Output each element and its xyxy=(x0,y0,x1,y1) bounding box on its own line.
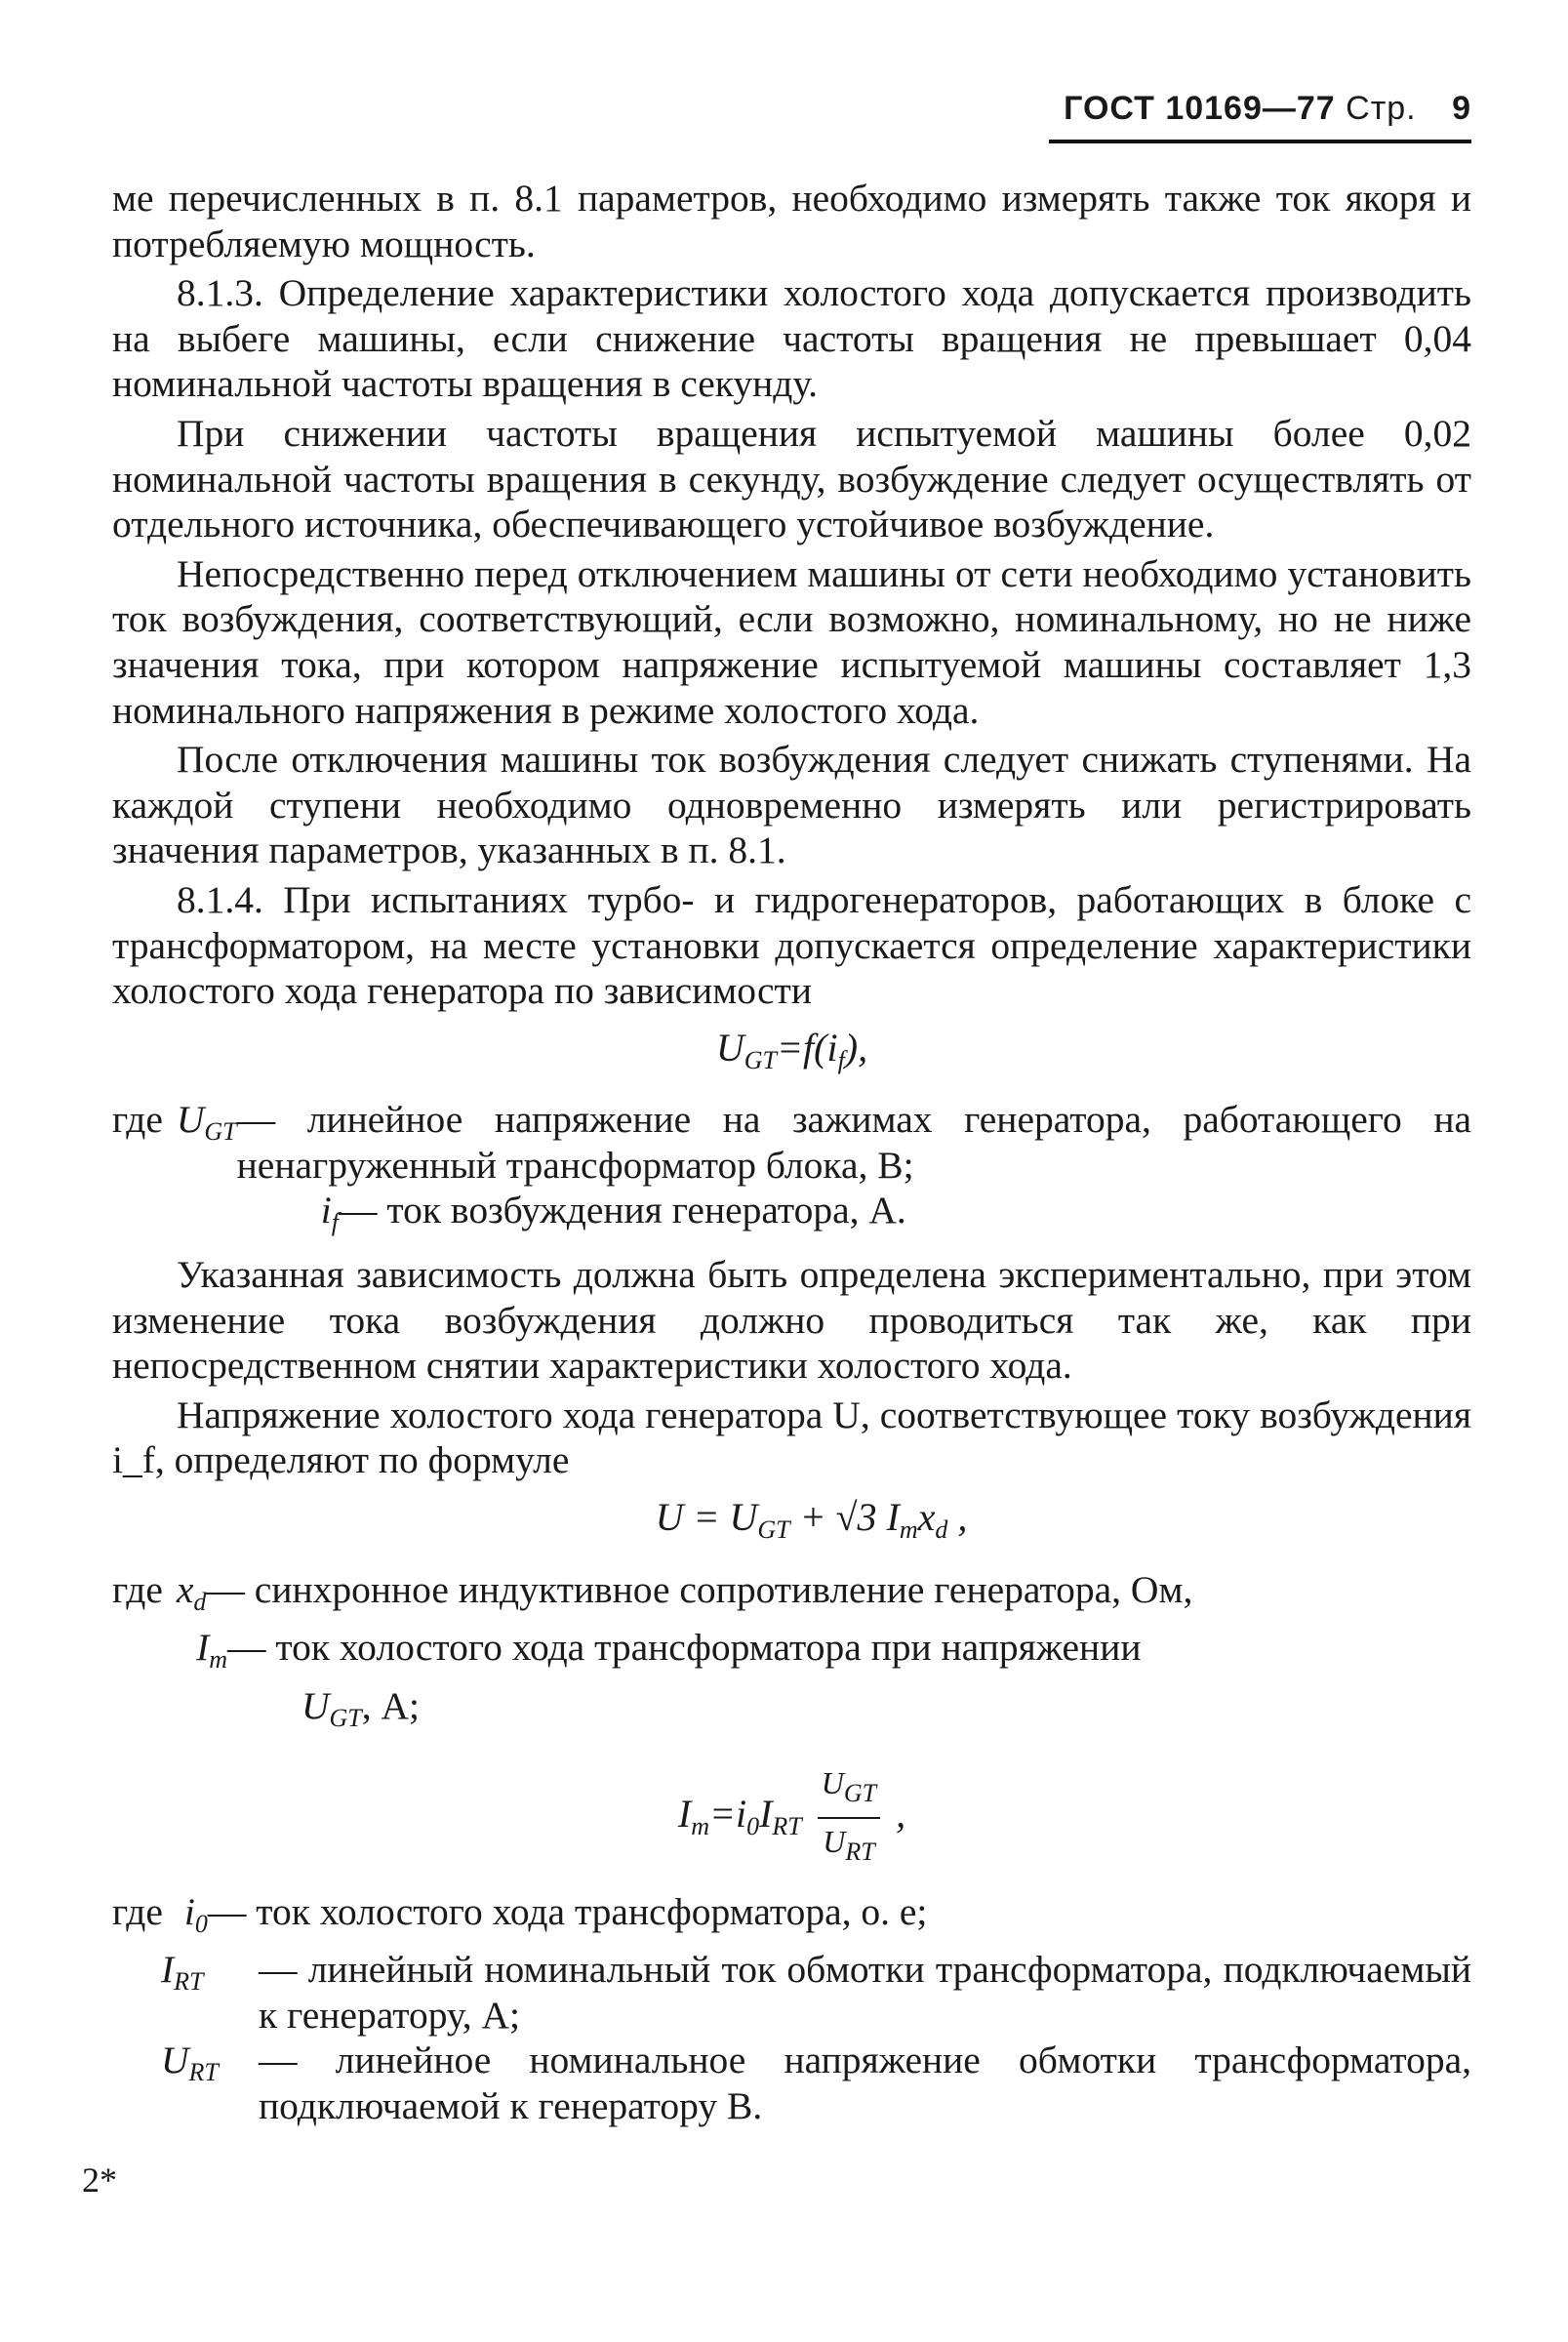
standard-number: ГОСТ 10169—77 xyxy=(1064,90,1336,127)
paragraph-5: После отключения машины ток возбуждения следует снижать ступенями. На каждой ступени необходимо одновременно измерять или регистрировать значения параметров, указанных в п. 8.1. xyxy=(112,738,1471,872)
paragraph-8-1-4: 8.1.4. При испытаниях турбо- и гидрогенераторов, работающих в блоке с трансформатором, на месте установки допускается определение характеристики холостого хода генератора по зависимости xyxy=(112,877,1471,1013)
definition-urt: $U_{RT}$ — линейное номинальное напряжение обмотки трансформатора, подключаемой к генератору В. xyxy=(161,2039,1471,2127)
page-header xyxy=(1049,90,1471,143)
definition-it-cont: $U_{GT}$ , А; xyxy=(302,1683,421,1732)
definition-ugt: где $U_{GT}$ — линейное напряжение на зажимах генератора, работающего на ненагруженный трансформатор блока, В; xyxy=(112,1098,1471,1187)
formula-it: $I_т=i_0I_{RT}$ $\frac{U_{GT}}{U_{RT}}$ , xyxy=(112,1760,1471,1875)
definitions-list-3 xyxy=(112,1889,1471,2129)
definition-xd: где $x_d$ — синхронное индуктивное сопротивление генератора, Ом, xyxy=(112,1567,1193,1616)
document-body xyxy=(112,176,1471,2135)
page-number: 9 xyxy=(1452,90,1471,127)
definition-if: $i_f$ — ток возбуждения генератора, А. xyxy=(320,1189,906,1237)
signature-mark: 2* xyxy=(82,2160,117,2200)
paragraph-8-1-3: 8.1.3. Определение характеристики холостого хода допускается производить на выбеге машины, если снижение частоты вращения не превышает 0,04 номинальной частоты вращения в секунду. xyxy=(112,271,1471,406)
page-word: Стр. xyxy=(1346,90,1417,127)
definitions-list-1 xyxy=(112,1097,1471,1246)
paragraph-4: Непосредственно перед отключением машины от сети необходимо установить ток возбуждения, соответствующий, если возможно, номинальному, но не ниже значения тока, при котором напряжение испытуемой машины составляет 1,3 номинального напряжения в режиме холостого хода. xyxy=(112,551,1471,732)
definition-it: $I_т$ — ток холостого хода трансформатора при напряжении xyxy=(196,1626,1142,1675)
definition-i0: где $i_0$ — ток холостого хода трансформатора, о. е; xyxy=(112,1889,928,1938)
definitions-list-2 xyxy=(112,1567,1471,1742)
formula-ugt-function: $U_{GT}=f(i_f)$, xyxy=(715,1025,868,1074)
paragraph-1: ме перечисленных в п. 8.1 параметров, необходимо измерять также ток якоря и потребляемую мощность. xyxy=(112,177,1471,265)
paragraph-3: При снижении частоты вращения испытуемой машины более 0,02 номинальной частоты вращения в секунду, возбуждение следует осуществлять от отдельного источника, обеспечивающего устойчивое возбуждение. xyxy=(112,411,1471,546)
paragraph-7: Указанная зависимость должна быть определена экспериментально, при этом изменение тока возбуждения должно проводиться так же, как при непосредственном снятии характеристики холостого хода. xyxy=(112,1253,1471,1388)
paragraph-8: Напряжение холостого хода генератора U, соответствующее току возбуждения i_f, определяют по формуле xyxy=(112,1393,1471,1482)
formula-u-open-circuit: $U = U_{GT} + √3$ $I_тx_d$ , xyxy=(655,1495,968,1545)
fraction-ugt-urt: $\frac{U_{GT}}{U_{RT}}$ xyxy=(818,1760,880,1875)
definition-irt: $I_{RT}$ — линейный номинальный ток обмотки трансформатора, подключаемый к генератору, А; xyxy=(161,1948,1471,2037)
